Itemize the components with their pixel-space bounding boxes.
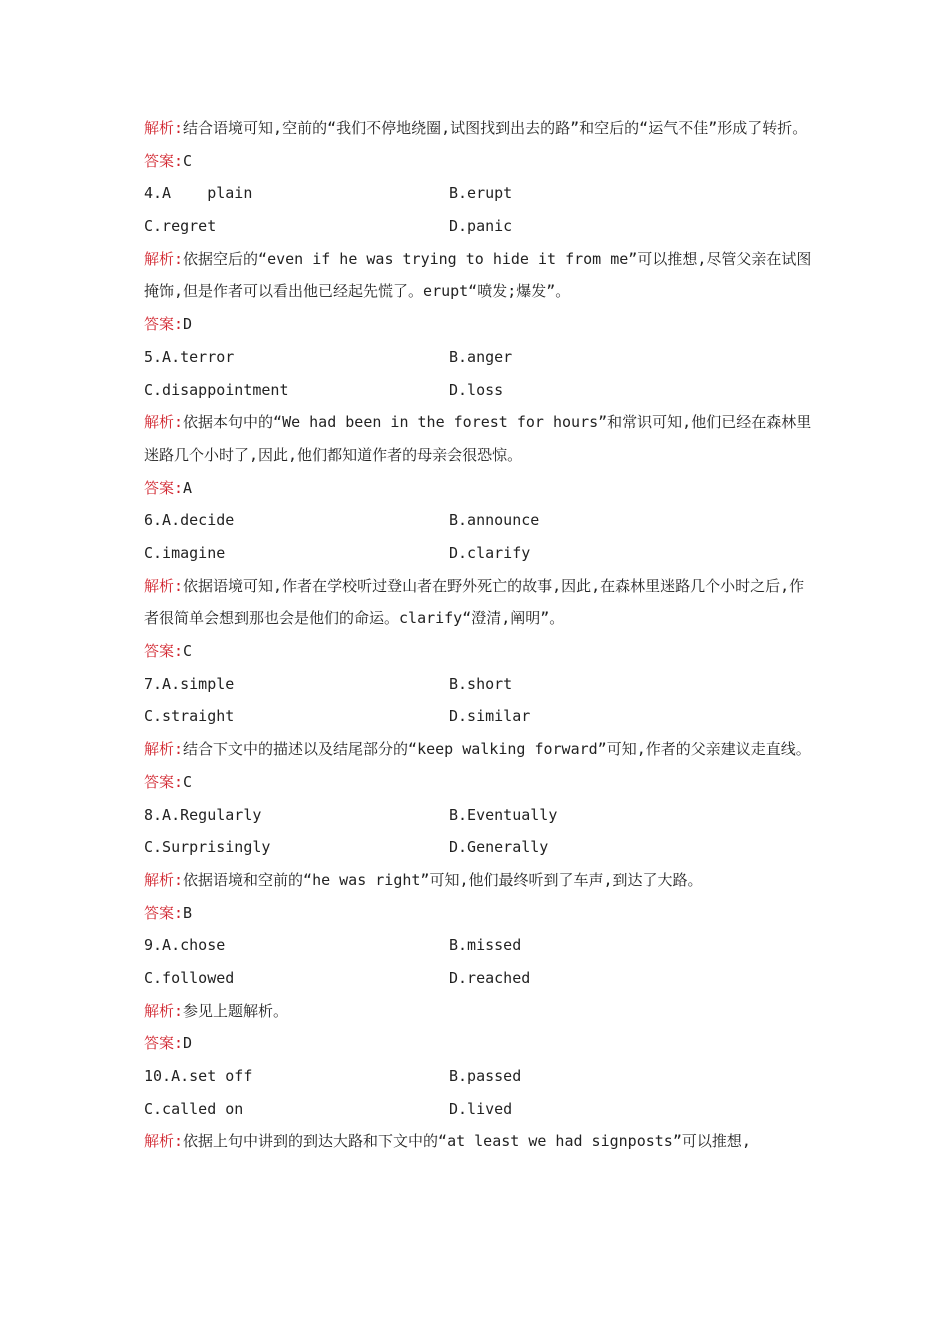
answer [144, 308, 814, 341]
option-b: B.anger [449, 347, 513, 366]
option-b: B.Eventually [449, 805, 558, 824]
answer-value: A [183, 478, 193, 497]
option-c: C.called on [144, 1099, 244, 1118]
answer-label: 答案: [144, 772, 184, 791]
answer-label: 答案: [144, 151, 184, 170]
option-a: 5.A.terror [144, 347, 235, 366]
intro-explanation [144, 112, 814, 145]
options-row [144, 374, 814, 407]
answer-label: 答案: [144, 315, 184, 334]
explanation [144, 995, 814, 1028]
options-row [144, 210, 814, 243]
options-row [144, 537, 814, 570]
explain-text: 参见上题解析。 [183, 1001, 289, 1020]
explanation [144, 1125, 814, 1158]
answer-label: 答案: [144, 478, 184, 497]
options-row [144, 831, 814, 864]
explain-label: 解析: [144, 1132, 184, 1151]
explain-label: 解析: [144, 740, 184, 759]
answer [144, 635, 814, 668]
explain-label: 解析: [144, 249, 184, 268]
answer [144, 472, 814, 505]
options-row [144, 1093, 814, 1126]
option-b: B.erupt [449, 184, 513, 203]
explain-label: 解析: [144, 576, 184, 595]
options-row [144, 700, 814, 733]
intro-answer [144, 145, 814, 178]
option-d: D.Generally [449, 838, 549, 857]
answer-value: C [183, 642, 193, 661]
answer-value: D [183, 315, 193, 334]
explanation [144, 243, 814, 308]
option-d: D.lived [449, 1099, 513, 1118]
explain-label: 解析: [144, 870, 184, 889]
option-b: B.short [449, 674, 513, 693]
option-c: C.regret [144, 217, 217, 236]
option-a: 10.A.set off [144, 1067, 253, 1086]
answer [144, 766, 814, 799]
options-row [144, 177, 814, 210]
options-row [144, 799, 814, 832]
option-d: D.clarify [449, 544, 531, 563]
option-d: D.similar [449, 707, 531, 726]
explain-text: 依据本句中的“We had been in the forest for hours”和常识可知,他们已经在森林里迷路几个小时了,因此,他们都知道作者的母亲会很恐惊。 [144, 413, 812, 464]
options-row [144, 1060, 814, 1093]
option-a: 6.A.decide [144, 511, 235, 530]
option-c: C.Surprisingly [144, 838, 271, 857]
option-c: C.disappointment [144, 380, 289, 399]
option-b: B.passed [449, 1067, 522, 1086]
option-a: 9.A.chose [144, 936, 226, 955]
answer-value: D [183, 1034, 193, 1053]
options-row [144, 341, 814, 374]
option-d: D.loss [449, 380, 504, 399]
option-d: D.reached [449, 969, 531, 988]
explain-label: 解析: [144, 413, 184, 432]
option-a: 8.A.Regularly [144, 805, 262, 824]
answer-label: 答案: [144, 1034, 184, 1053]
explanation [144, 406, 814, 471]
explain-label: 解析: [144, 1001, 184, 1020]
option-a: 7.A.simple [144, 674, 235, 693]
explain-label: 解析: [144, 119, 184, 137]
answer [144, 1027, 814, 1060]
explain-text: 依据语境可知,作者在学校听过登山者在野外死亡的故事,因此,在森林里迷路几个小时之后,作者很简单会想到那也会是他们的命运。clarify“澄清,阐明”。 [144, 576, 805, 628]
options-row [144, 504, 814, 537]
answer-value: C [183, 151, 193, 170]
content [144, 112, 814, 1158]
explain-text: 依据上句中讲到的到达大路和下文中的“at least we had signposts”可以推想, [183, 1132, 751, 1151]
option-c: C.straight [144, 707, 235, 726]
explain-text: 结合语境可知,空前的“我们不停地绕圈,试图找到出去的路”和空后的“运气不佳”形成了转折。 [183, 119, 808, 137]
explain-text: 依据语境和空前的“he was right”可知,他们最终听到了车声,到达了大路。 [183, 870, 703, 889]
explanation [144, 864, 814, 897]
option-b: B.announce [449, 511, 540, 530]
options-row [144, 668, 814, 701]
explanation [144, 570, 814, 635]
answer-label: 答案: [144, 903, 184, 922]
options-row [144, 962, 814, 995]
answer-value: B [183, 903, 193, 922]
answer [144, 897, 814, 930]
option-b: B.missed [449, 936, 522, 955]
option-c: C.followed [144, 969, 235, 988]
option-a: 4.A plain [144, 184, 253, 203]
explain-text: 依据空后的“even if he was trying to hide it from me”可以推想,尽管父亲在试图掩饰,但是作者可以看出他已经起先慌了。erupt“喷发;爆发”。 [144, 249, 812, 301]
explain-text: 结合下文中的描述以及结尾部分的“keep walking forward”可知,作者的父亲建议走直线。 [183, 740, 811, 759]
answer-label: 答案: [144, 642, 184, 661]
options-row [144, 929, 814, 962]
explanation [144, 733, 814, 766]
option-c: C.imagine [144, 544, 226, 563]
answer-value: C [183, 772, 193, 791]
option-d: D.panic [449, 217, 513, 236]
